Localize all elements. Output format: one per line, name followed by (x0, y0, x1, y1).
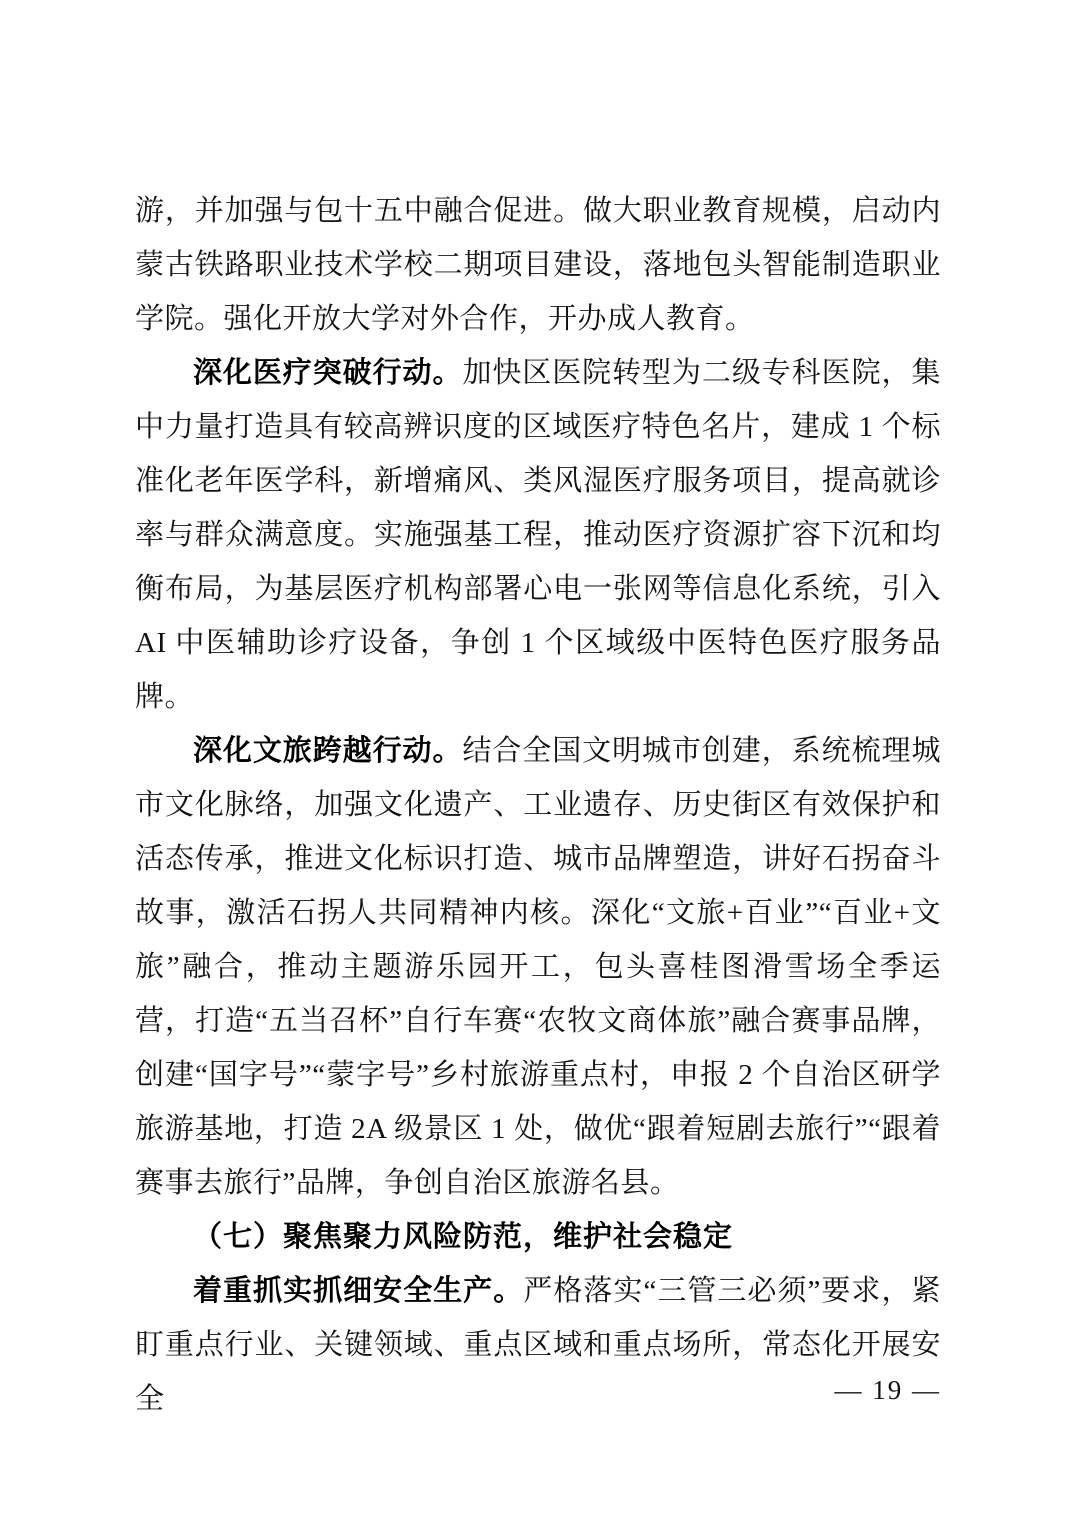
section-heading (135, 1210, 941, 1264)
paragraph-lead-in-bold: 深化医疗突破行动。 (193, 357, 463, 389)
document-body (135, 184, 941, 1426)
paragraph-culture-tourism-leap (135, 724, 941, 1210)
paragraph-medical-breakthrough (135, 346, 941, 724)
paragraph-text: 结合全国文明城市创建，系统梳理城市文化脉络，加强文化遗产、工业遗存、历史街区有效保护和活态传承，推进文化标识打造、城市品牌塑造，讲好石拐奋斗故事，激活石拐人共同精神内核。深化“文旅+百业”“百业+文旅”融合，推动主题游乐园开工，包头喜桂图滑雪场全季运营，打造“五当召杯”自行车赛“农牧文商体旅”融合赛事品牌，创建“国字号”“蒙字号”乡村旅游重点村，申报 2 个自治区研学旅游基地，打造 2A 级景区 1 处，做优“跟着短剧去旅行”“跟着赛事去旅行”品牌，争创自治区旅游名县。 (135, 735, 941, 1199)
section-heading-text: （七）聚焦聚力风险防范，维护社会稳定 (193, 1221, 734, 1253)
paragraph-text: 加快区医院转型为二级专科医院，集中力量打造具有较高辨识度的区域医疗特色名片，建成 1 个标准化老年医学科，新增痛风、类风湿医疗服务项目，提高就诊率与群众满意度。实施强基工程，推动医疗资源扩容下沉和均衡布局，为基层医疗机构部署心电一张网等信息化系统，引入 AI 中医辅助诊疗设备，争创 1 个区域级中医特色医疗服务品牌。 (135, 357, 941, 713)
paragraph-text: 游，并加强与包十五中融合促进。做大职业教育规模，启动内蒙古铁路职业技术学校二期项目建设，落地包头智能制造职业学院。强化开放大学对外合作，开办成人教育。 (135, 195, 941, 335)
paragraph-work-safety (135, 1264, 941, 1426)
page-number: — 19 — (834, 1375, 941, 1405)
paragraph-continuation (135, 184, 941, 346)
paragraph-lead-in-bold: 着重抓实抓细安全生产。 (193, 1275, 524, 1307)
paragraph-lead-in-bold: 深化文旅跨越行动。 (193, 735, 463, 767)
paragraph-text: 严格落实“三管三必须”要求，紧盯重点行业、关键领域、重点区域和重点场所，常态化开展安全 (135, 1275, 941, 1415)
